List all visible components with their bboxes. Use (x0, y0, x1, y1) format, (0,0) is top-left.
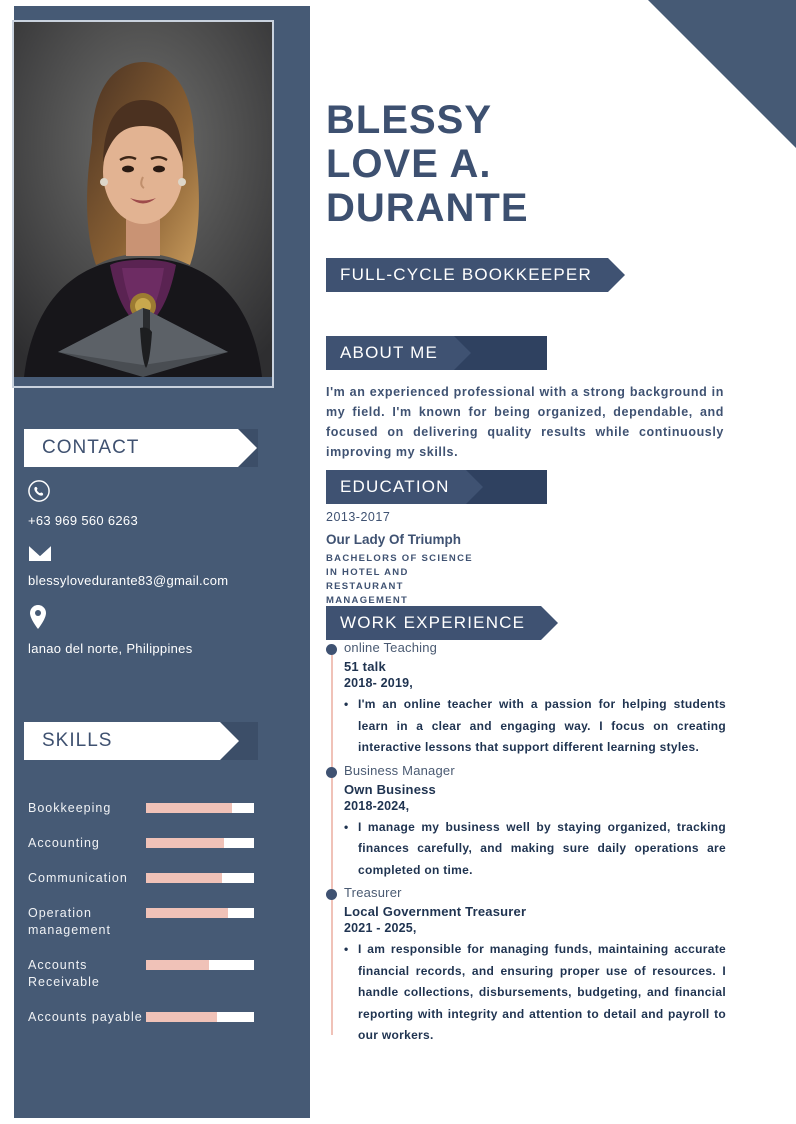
name-line-2: LOVE A. (326, 142, 492, 186)
name-line-1: BLESSY (326, 98, 493, 142)
about-text: I'm an experienced professional with a strong background in my field. I'm known for being organized, dependable, and focused on delivering quality results while continuously improving my skills. (326, 385, 724, 459)
work-dates: 2018- 2019, (344, 676, 413, 690)
skill-item (28, 800, 268, 817)
skill-fill (146, 803, 232, 813)
contact-item-email[interactable] (28, 544, 280, 588)
phone-icon (28, 480, 280, 505)
work-heading-label: WORK EXPERIENCE (340, 613, 526, 632)
skill-bar (146, 960, 254, 970)
skill-item (28, 835, 268, 852)
education-heading (326, 470, 466, 504)
work-role: Treasurer (344, 885, 402, 900)
location-pin-icon (28, 604, 280, 633)
work-description: • I'm an online teacher with a passion for helping students learn in a clear and engaging way. I focus on creating interactive lessons that support different learning styles. (344, 694, 726, 759)
name-line-3: DURANTE (326, 186, 529, 230)
work-dates: 2018-2024, (344, 798, 410, 813)
timeline-dot-icon (326, 644, 337, 655)
skill-label: Bookkeeping (28, 801, 112, 815)
work-role: online Teaching (344, 640, 438, 655)
skill-item (28, 957, 268, 991)
work-dates: 2021 - 2025, (344, 921, 417, 935)
education-entry (326, 510, 626, 608)
work-org: Local Government Treasurer (344, 904, 527, 919)
contact-phone-value: +63 969 560 6263 (28, 513, 138, 528)
education-degree: BACHELORS OF SCIENCE IN HOTEL AND RESTAURANT MANAGEMENT (326, 553, 473, 606)
education-years: 2013-2017 (326, 510, 391, 524)
skill-bar (146, 803, 254, 813)
skill-fill (146, 1012, 217, 1022)
about-heading-label: ABOUT ME (340, 343, 439, 362)
education-heading-label: EDUCATION (340, 477, 450, 496)
skill-item (28, 905, 268, 939)
email-icon (28, 544, 280, 565)
contact-list (28, 480, 280, 672)
work-role: Business Manager (344, 762, 455, 778)
skill-bar (146, 873, 254, 883)
work-item (326, 640, 726, 759)
timeline-dot-icon (326, 767, 337, 778)
about-heading (326, 336, 454, 370)
skill-bar (146, 838, 254, 848)
work-item (326, 763, 726, 882)
contact-location-value: lanao del norte, Philippines (28, 641, 193, 656)
job-title-badge (326, 258, 608, 292)
skills-list (28, 800, 268, 1044)
contact-heading-label: CONTACT (42, 437, 140, 458)
skill-item (28, 1009, 268, 1026)
contact-heading (24, 429, 238, 467)
page-title (326, 98, 756, 230)
skill-bar (146, 908, 254, 918)
job-title-label: FULL-CYCLE BOOKKEEPER (340, 265, 592, 284)
contact-item-location[interactable] (28, 604, 280, 656)
profile-photo (14, 22, 272, 377)
skill-fill (146, 960, 209, 970)
skills-heading (24, 722, 220, 760)
work-description: • I manage my business well by staying organized, tracking finances carefully, and making sure daily operations are completed on time. (344, 817, 726, 882)
skills-heading-label: SKILLS (42, 730, 113, 751)
contact-email-value: blessylovedurante83@gmail.com (28, 573, 229, 588)
contact-item-phone[interactable] (28, 480, 280, 528)
skill-label: Operation management (28, 906, 111, 937)
skill-fill (146, 873, 222, 883)
education-school: Our Lady Of Triumph (326, 532, 462, 547)
skill-label: Communication (28, 871, 128, 885)
work-description: • I am responsible for managing funds, maintaining accurate financial records, and ensuring proper use of resources. I handle collections, disbursements, budgeting, and financial reporting with integrity and attention to detail and payroll to our workers. (344, 939, 726, 1047)
work-item (326, 885, 726, 1047)
skill-label: Accounting (28, 836, 100, 850)
skill-bar (146, 1012, 254, 1022)
work-org: Own Business (344, 781, 436, 797)
work-list (326, 640, 726, 1051)
skill-fill (146, 838, 224, 848)
skill-fill (146, 908, 228, 918)
skill-item (28, 870, 268, 887)
work-org: 51 talk (344, 659, 386, 674)
skill-label: Accounts Receivable (28, 958, 100, 989)
work-heading (326, 606, 541, 640)
skill-label: Accounts payable (28, 1010, 143, 1024)
timeline-dot-icon (326, 889, 337, 900)
